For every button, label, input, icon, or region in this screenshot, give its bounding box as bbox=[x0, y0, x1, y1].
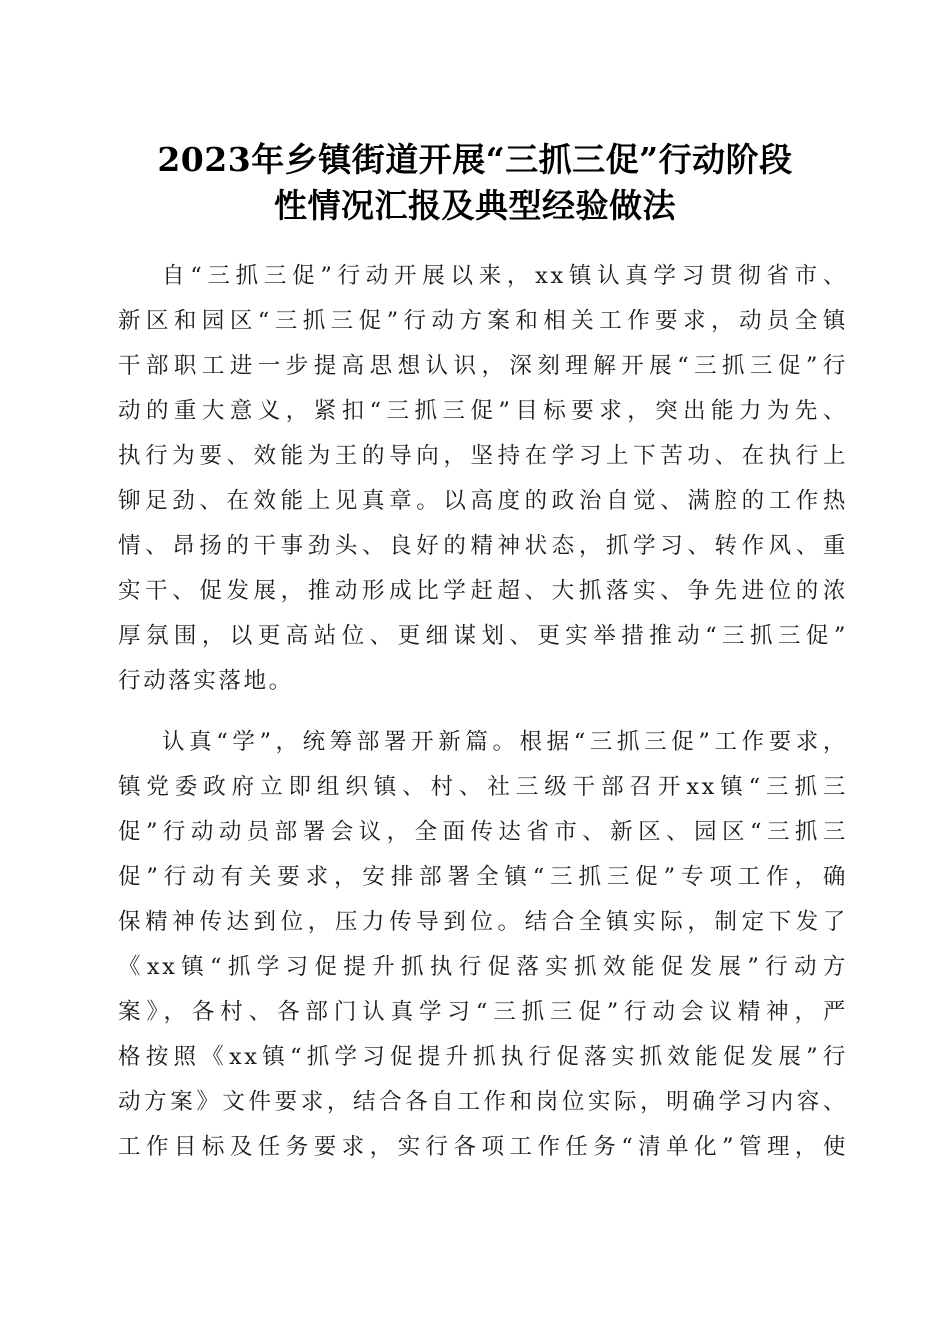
paragraph-1-line: 情、昂扬的干事劲头、良好的精神状态，抓学习、转作风、重 bbox=[118, 533, 848, 559]
paragraph-2-line: 镇党委政府立即组织镇、村、社三级干部召开xx镇“三抓三 bbox=[118, 774, 848, 800]
paragraph-2-line: 工作目标及任务要求，实行各项工作任务“清单化”管理，使 bbox=[118, 1134, 848, 1160]
document-title-line-2: 性情况汇报及典型经验做法 bbox=[274, 186, 676, 225]
paragraph-1-line: 自“三抓三促”行动开展以来，xx镇认真学习贯彻省市、 bbox=[162, 263, 848, 289]
paragraph-1-line: 动的重大意义，紧扣“三抓三促”目标要求，突出能力为先、 bbox=[118, 398, 848, 424]
paragraph-1-line: 铆足劲、在效能上见真章。以高度的政治自觉、满腔的工作热 bbox=[118, 488, 848, 514]
paragraph-1-line: 执行为要、效能为王的导向，坚持在学习上下苦功、在执行上 bbox=[118, 443, 848, 469]
paragraph-1-line: 干部职工进一步提高思想认识，深刻理解开展“三抓三促”行 bbox=[118, 353, 848, 379]
paragraph-2-line: 动方案》文件要求，结合各自工作和岗位实际，明确学习内容、 bbox=[118, 1089, 848, 1115]
paragraph-2-line: 促”行动动员部署会议，全面传达省市、新区、园区“三抓三 bbox=[118, 819, 848, 845]
paragraph-1-line: 实干、促发展，推动形成比学赶超、大抓落实、争先进位的浓 bbox=[118, 578, 848, 604]
paragraph-2-line: 案》，各村、各部门认真学习“三抓三促”行动会议精神，严 bbox=[118, 999, 848, 1025]
paragraph-2-line: 促”行动有关要求，安排部署全镇“三抓三促”专项工作，确 bbox=[118, 864, 848, 890]
paragraph-2-line: 认真“学”，统筹部署开新篇。根据“三抓三促”工作要求， bbox=[162, 729, 848, 755]
paragraph-1-line: 新区和园区“三抓三促”行动方案和相关工作要求，动员全镇 bbox=[118, 308, 848, 334]
paragraph-1-line: 行动落实落地。 bbox=[118, 668, 294, 694]
paragraph-2-line: 保精神传达到位，压力传导到位。结合全镇实际，制定下发了 bbox=[118, 909, 848, 935]
document-title-line-1: 2023年乡镇街道开展“三抓三促”行动阶段 bbox=[157, 140, 793, 179]
paragraph-2-line: 格按照《xx镇“抓学习促提升抓执行促落实抓效能促发展”行 bbox=[118, 1044, 848, 1070]
paragraph-2-line: 《xx镇“抓学习促提升抓执行促落实抓效能促发展”行动方 bbox=[118, 954, 848, 980]
paragraph-1-line: 厚氛围，以更高站位、更细谋划、更实举措推动“三抓三促” bbox=[118, 623, 848, 649]
